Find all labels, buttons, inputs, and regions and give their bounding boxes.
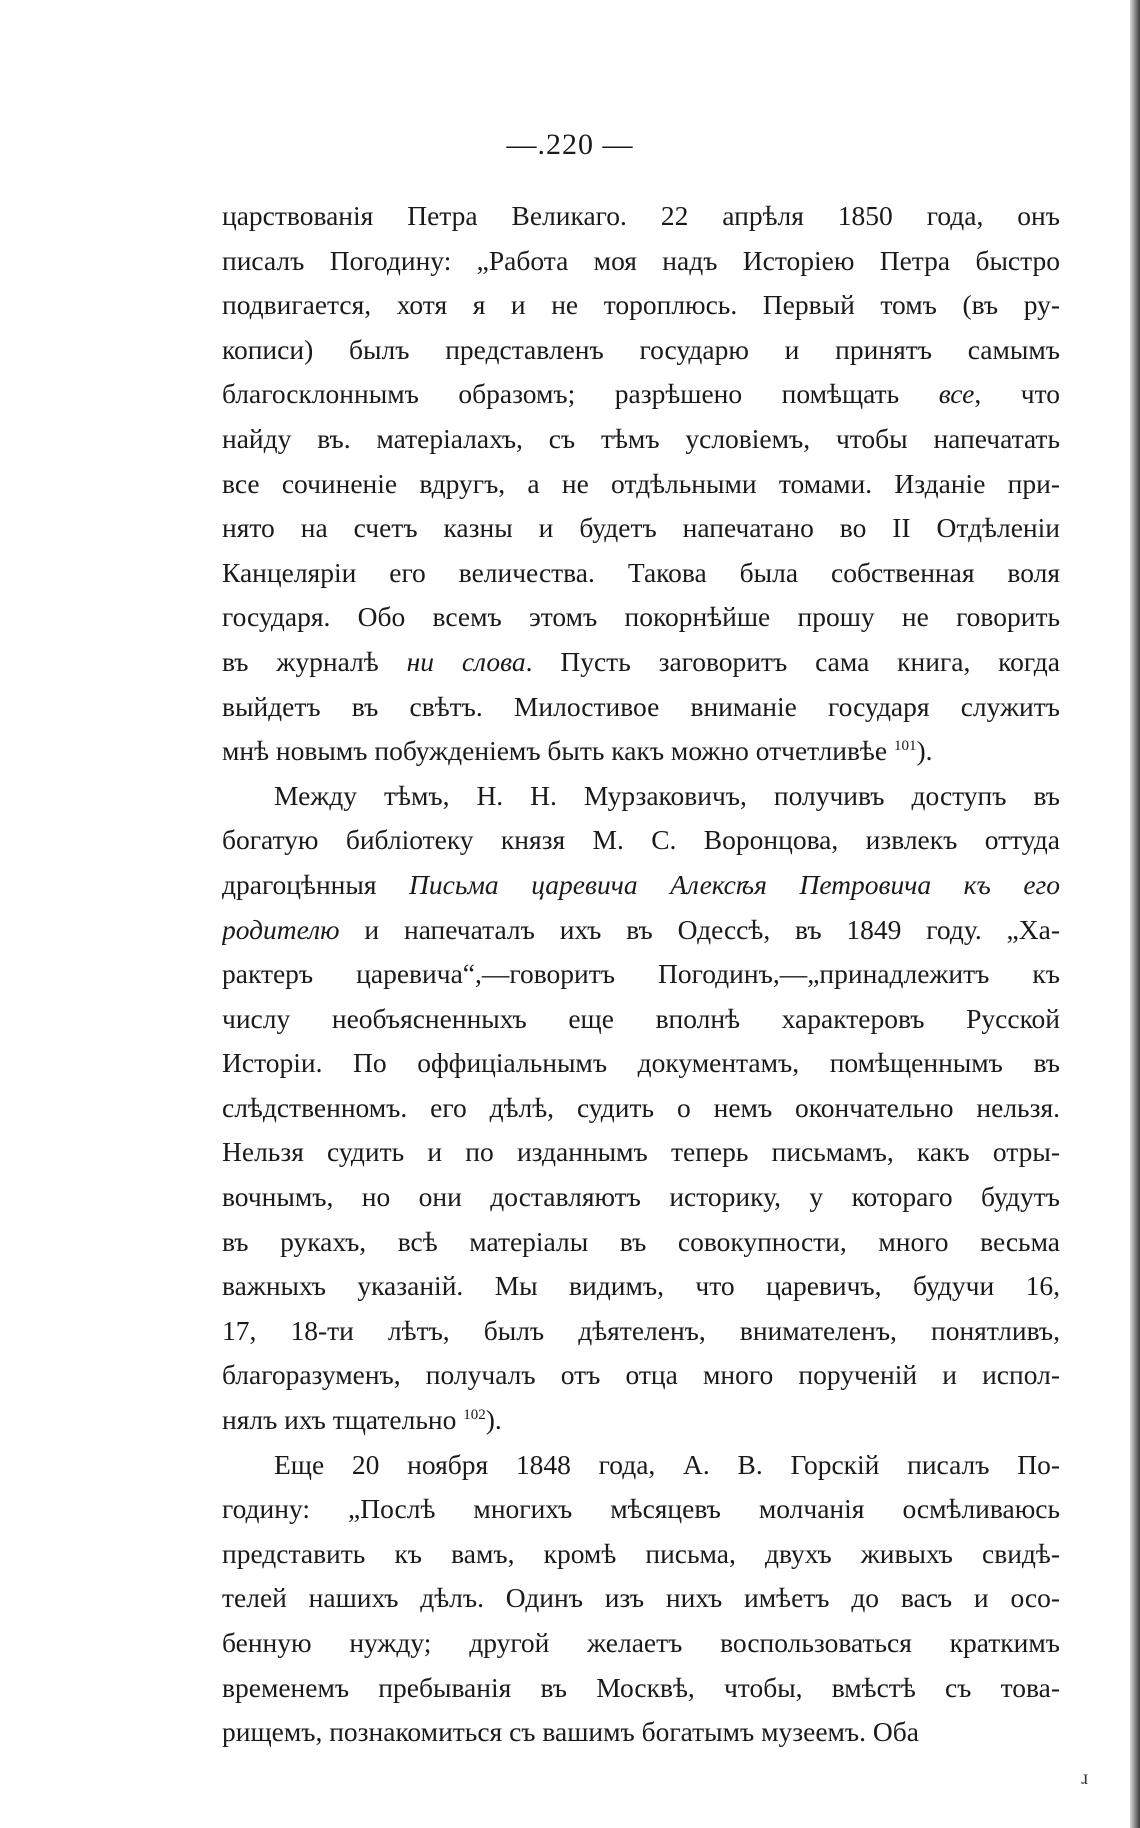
italic-text: родителю	[222, 913, 340, 945]
text-line: нято на счетъ казны и будетъ напечатано во II Отдѣленіи	[222, 512, 1060, 544]
text-line: представить къ вамъ, кромѣ письма, двухъ живыхъ свидѣ-	[222, 1537, 1060, 1569]
text-line	[222, 1398, 1060, 1443]
text-line	[222, 863, 1060, 908]
text-line: кописи) былъ представленъ государю и принятъ самымъ	[222, 333, 1060, 365]
text-line: государя. Обо всемъ этомъ покорнѣйше прошу не говорить	[222, 601, 1060, 633]
page-edge-shadow	[1130, 0, 1140, 1828]
text-line: все сочиненіе вдругъ, а не отдѣльными томами. Изданіе при-	[222, 467, 1060, 499]
text-line: выйдетъ въ свѣтъ. Милостивое вниманіе государя служитъ	[222, 690, 1060, 722]
corner-mark: ɹ	[1081, 1767, 1088, 1789]
text-line: писалъ Погодину: „Работа моя надъ Исторіею Петра быстро	[222, 244, 1060, 276]
text-line: богатую библіотеку князя М. С. Воронцова, извлекъ оттуда	[222, 824, 1060, 856]
text-line: найду въ. матеріалахъ, съ тѣмъ условіемъ, чтобы напечатать	[222, 422, 1060, 454]
italic-text: Письма царевича Алексѣя Петровича къ его	[409, 868, 1060, 900]
body-text	[222, 194, 1060, 1755]
text-segment: мнѣ новымъ побужденіемъ быть какъ можно отчетливѣе	[222, 735, 894, 767]
text-line: царствованія Петра Великаго. 22 апрѣля 1850 года, онъ	[222, 200, 1060, 231]
text-line: бенную нужду; другой желаетъ воспользоваться краткимъ	[222, 1627, 1060, 1658]
text-line: вочнымъ, но они доставляютъ историку, у котораго будутъ	[222, 1181, 1060, 1213]
text-line: годину: „Послѣ многихъ мѣсяцевъ молчанія осмѣливаюсь	[222, 1493, 1060, 1525]
text-line: числу необъясненныхъ еще вполнѣ характеровъ Русской	[222, 1002, 1060, 1034]
text-segment: и напечаталъ ихъ въ Одессѣ, въ 1849 году. „Ха-	[339, 913, 1060, 945]
text-line: Исторіи. По оффиціальнымъ документамъ, помѣщеннымъ въ	[222, 1047, 1060, 1079]
text-segment: нялъ ихъ тщательно	[222, 1404, 464, 1436]
text-line: временемъ пребыванія въ Москвѣ, чтобы, вмѣстѣ съ това-	[222, 1671, 1060, 1703]
text-line: подвигается, хотя я и не тороплюсь. Первый томъ (въ ру-	[222, 289, 1060, 321]
italic-text: ни слова	[406, 645, 526, 677]
text-line: рактеръ царевича“,—говоритъ Погодинъ,—„принадлежитъ къ	[222, 958, 1060, 990]
italic-text: все	[938, 378, 975, 410]
text-line	[222, 729, 1060, 774]
footnote-ref: 102	[463, 1406, 486, 1423]
text-line: важныхъ указаній. Мы видимъ, что царевичъ, будучи 16,	[222, 1270, 1060, 1302]
text-line: телей нашихъ дѣлъ. Одинъ изъ нихъ имѣетъ до васъ и осо-	[222, 1582, 1060, 1614]
text-line: Еще 20 ноября 1848 года, А. В. Горскій писалъ По-	[274, 1448, 1060, 1480]
text-line	[222, 640, 1060, 685]
text-segment: драгоцѣнныя	[222, 868, 410, 900]
text-segment: , что	[974, 378, 1060, 410]
text-segment: ).	[916, 735, 933, 767]
text-segment: ).	[485, 1404, 502, 1436]
text-line: Нельзя судить и по изданнымъ теперь письмамъ, какъ отры-	[222, 1136, 1060, 1168]
page-number: —.220 —	[506, 128, 634, 161]
footnote-ref: 101	[893, 737, 917, 754]
text-line: Канцеляріи его величества. Такова была собственная воля	[222, 556, 1060, 588]
text-line: 17, 18-ти лѣтъ, былъ дѣятеленъ, внимателенъ, понятливъ,	[222, 1314, 1060, 1346]
text-line: Между тѣмъ, Н. Н. Мурзаковичъ, получивъ доступъ въ	[274, 779, 1060, 811]
text-line: благоразуменъ, получалъ отъ отца много порученій и испол-	[222, 1359, 1060, 1391]
text-line: рищемъ, познакомиться съ вашимъ богатымъ музеемъ. Оба	[222, 1716, 919, 1748]
text-line	[222, 372, 1060, 417]
text-segment: благосклоннымъ образомъ; разрѣшено помѣщать	[222, 378, 939, 410]
text-line	[222, 908, 1060, 953]
text-segment: . Пусть заговоритъ сама книга, когда	[525, 645, 1060, 677]
text-line: въ рукахъ, всѣ матеріалы въ совокупности, много весьма	[222, 1225, 1060, 1257]
text-segment: въ журналѣ	[222, 645, 407, 677]
text-line: слѣдственномъ. его дѣлѣ, судить о немъ окончательно нельзя.	[222, 1091, 1060, 1123]
